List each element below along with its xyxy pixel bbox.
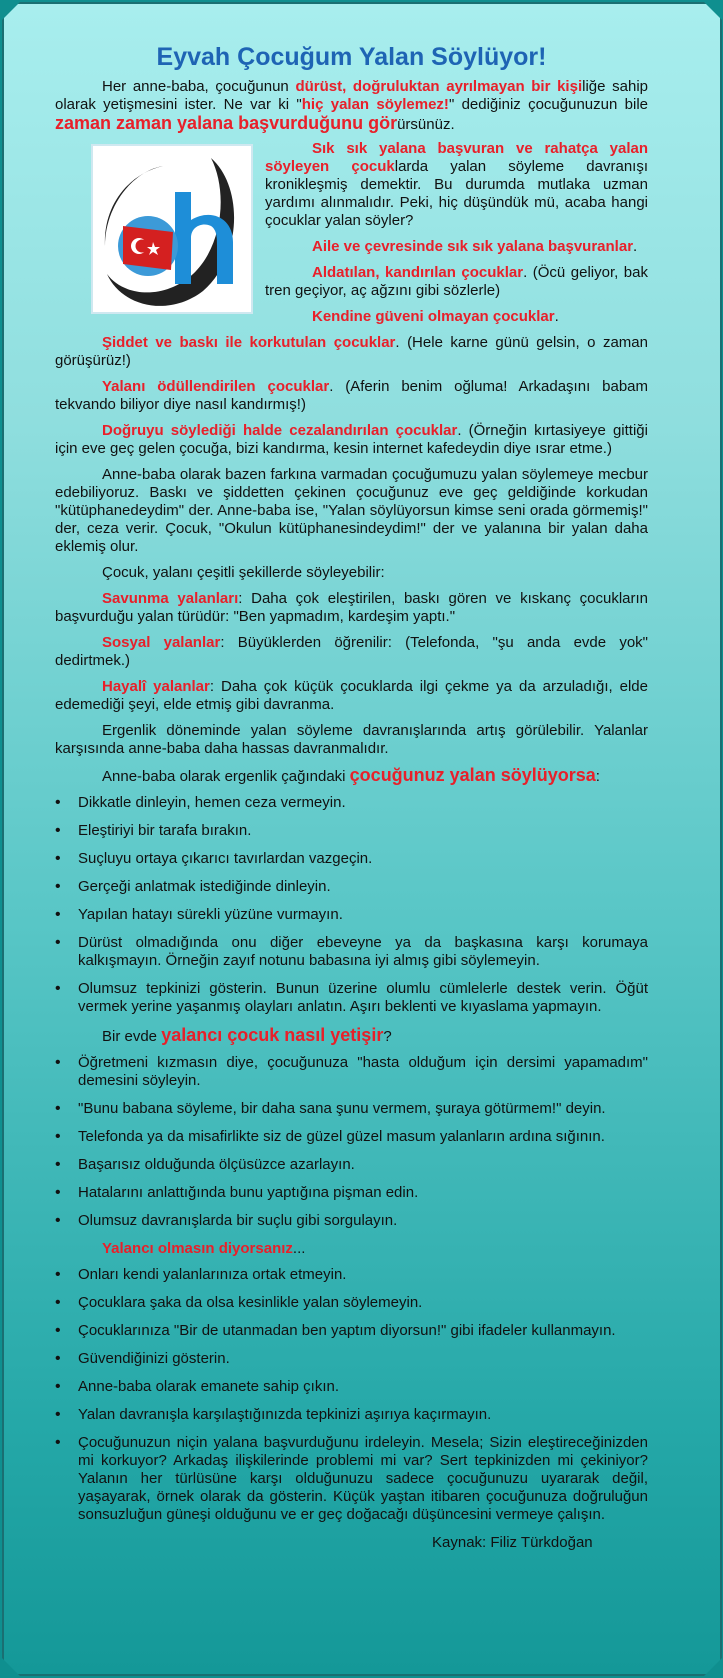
heading-how-liar-grows: Bir evde yalancı çocuk nasıl yetişir? xyxy=(102,1025,392,1045)
list-how-liar-grows xyxy=(55,1054,648,1230)
paragraph-adolescence: Ergenlik döneminde yalan söyleme davranışlarında artış görülebilir. Yalanlar karşısında anne-baba daha hassas davranmalıdır. xyxy=(55,722,648,757)
heading-if-lying: Anne-baba olarak ergenlik çağındaki çocuğunuz yalan söylüyorsa: xyxy=(102,765,600,785)
child-type-3: Kendine güveni olmayan çocuklar. xyxy=(312,308,559,325)
paragraph-chronic-liars: Sık sık yalana başvuran ve rahatça yalan söyleyen çocuklarda yalan söyleme davranışı kronikleşmiş demektir. Bu durumda mutlaka uzman yardımı alınmalıdır. Peki, hiç düşündük mü, acaba hangi çocuklar yalan söyler? xyxy=(265,140,648,229)
paragraph-lie-types-intro: Çocuk, yalanı çeşitli şekillerde söyleyebilir: xyxy=(102,564,385,581)
list-item: • Olumsuz tepkinizi gösterin. Bunun üzerine olumlu cümlelerle destek verin. Öğüt vermek yerine yaşanmış olayları anlatın. Aşırı beklenti ve kıyaslama yapmayın. xyxy=(55,980,648,1016)
list-item: • Eleştiriyi bir tarafa bırakın. xyxy=(55,822,648,840)
page-title: Eyvah Çocuğum Yalan Söylüyor! xyxy=(156,43,547,71)
list-item: • Yalan davranışla karşılaştığınızda tepkinizi aşırıya kaçırmayın. xyxy=(55,1406,648,1424)
list-item: • Çocuklara şaka da olsa kesinlikle yalan söylemeyin. xyxy=(55,1294,648,1312)
lie-type-defensive: Savunma yalanları: Daha çok eleştirilen, baskı gören ve kıskanç çocukların başvurduğu yalan türüdür: "Ben yapmadım, kardeşim yaptı." xyxy=(55,590,649,625)
article xyxy=(55,40,648,1560)
lie-type-social: Sosyal yalanlar: Büyüklerden öğrenilir: (Telefonda, "şu anda evde yok" dedirtmek.) xyxy=(55,634,649,669)
child-type-5: Yalanı ödüllendirilen çocuklar. (Aferin benim oğluma! Arkadaşını babam tekvando biliyor diye nasıl kandırmış!) xyxy=(55,378,648,413)
list-item: • Telefonda ya da misafirlikte siz de güzel güzel masum yalanların ardına sığının. xyxy=(55,1128,648,1146)
list-item: • Başarısız olduğunda ölçüsüzce azarlayın. xyxy=(55,1156,648,1174)
heading-prevent-lying: Yalancı olmasın diyorsanız... xyxy=(102,1240,306,1257)
list-item: • "Bunu babana söyleme, bir daha sana şunu vermem, şuraya götürmem!" deyin. xyxy=(55,1100,648,1118)
list-item: • Suçluyu ortaya çıkarıcı tavırlardan vazgeçin. xyxy=(55,850,648,868)
list-item: • Hatalarını anlattığında bunu yaptığına pişman edin. xyxy=(55,1184,648,1202)
lie-type-imaginary: Hayalî yalanlar: Daha çok küçük çocuklarda ilgi çekme ya da arzuladığı, elde edemediği şeyi, elde etmiş gibi davranma. xyxy=(55,678,648,713)
dh-logo-icon xyxy=(91,144,253,314)
list-item: • Çocuklarınıza "Bir de utanmadan ben yaptım diyorsun!" gibi ifadeler kullanmayın. xyxy=(55,1322,648,1340)
list-item: • Öğretmeni kızmasın diye, çocuğunuza "hasta olduğum için dersimi yapamadım" demesini söyleyin. xyxy=(55,1054,648,1090)
list-item: • Gerçeği anlatmak istediğinde dinleyin. xyxy=(55,878,648,896)
child-type-2: Aldatılan, kandırılan çocuklar. (Öcü geliyor, bak tren geçiyor, aç ağzını gibi sözlerle) xyxy=(265,264,648,299)
list-prevent-lying xyxy=(55,1266,648,1524)
paragraph-parents: Anne-baba olarak bazen farkına varmadan çocuğumuzu yalan söylemeye mecbur edebiliyoruz. Baskı ve şiddetten çekinen çocuğunuz eve geç geldiğinde korkudan "kütüphanedeydim" der. Anne-baba ise, "Yalan söylüyorsun kimse seni orada görmemiş!" der, ceza verir. Çocuk, "Okulun kütüphanesindeydim!" der ve yalanına bir yalan daha eklemiş olur. xyxy=(55,466,648,555)
source-credit: Kaynak: Filiz Türkdoğan xyxy=(432,1534,593,1551)
list-item: • Yapılan hatayı sürekli yüzüne vurmayın. xyxy=(55,906,648,924)
list-item: • Dikkatle dinleyin, hemen ceza vermeyin. xyxy=(55,794,648,812)
list-item: • Güvendiğinizi gösterin. xyxy=(55,1350,648,1368)
list-item: • Çocuğunuzun niçin yalana başvurduğunu irdeleyin. Mesela; Sizin eleştireceğinizden mi korkuyor? Arkadaş ilişkilerinde problemi mi var? Sert tepkinizden mi çekiniyor? Yalanın her türlüsüne karşı olduğunuzu sadece çocuğunuzu uyararak değil, yaşayarak, örnek olarak da gösterin. Küçük yaştan itibaren çocuğunuza doğruluğun sonsuzluğun güneşi olduğunu ve er geç doğacağı düşüncesini vermeye çalışın. xyxy=(55,1434,648,1524)
child-type-1: Aile ve çevresinde sık sık yalana başvuranlar. xyxy=(312,238,638,255)
list-item: • Dürüst olmadığında onu diğer ebeveyne ya da başkasına karşı korumaya kalkışmayın. Örneğin zayıf notunu babasına iyi almış gibi söylemeyin. xyxy=(55,934,648,970)
intro-paragraph: Her anne-baba, çocuğunun dürüst, doğruluktan ayrılmayan bir kişiliğe sahip olarak yetişmesini ister. Ne var ki "hiç yalan söylemez!" dediğiniz çocuğunuzun bile zaman zaman yalana başvurduğunu görürsünüz. xyxy=(55,78,648,133)
child-type-4: Şiddet ve baskı ile korkutulan çocuklar. (Hele karne günü gelsin, o zaman görüşürüz!) xyxy=(55,334,648,369)
list-item: • Olumsuz davranışlarda bir suçlu gibi sorgulayın. xyxy=(55,1212,648,1230)
list-item: • Anne-baba olarak emanete sahip çıkın. xyxy=(55,1378,648,1396)
list-if-lying xyxy=(55,794,648,1016)
list-item: • Onları kendi yalanlarınıza ortak etmeyin. xyxy=(55,1266,648,1284)
child-type-6: Doğruyu söylediği halde cezalandırılan çocuklar. (Örneğin kırtasiyeye gittiği için eve geç gelen çocuğa, bizi kandırma, kesin internet kafedeydin diye ısrar etme.) xyxy=(55,422,648,457)
